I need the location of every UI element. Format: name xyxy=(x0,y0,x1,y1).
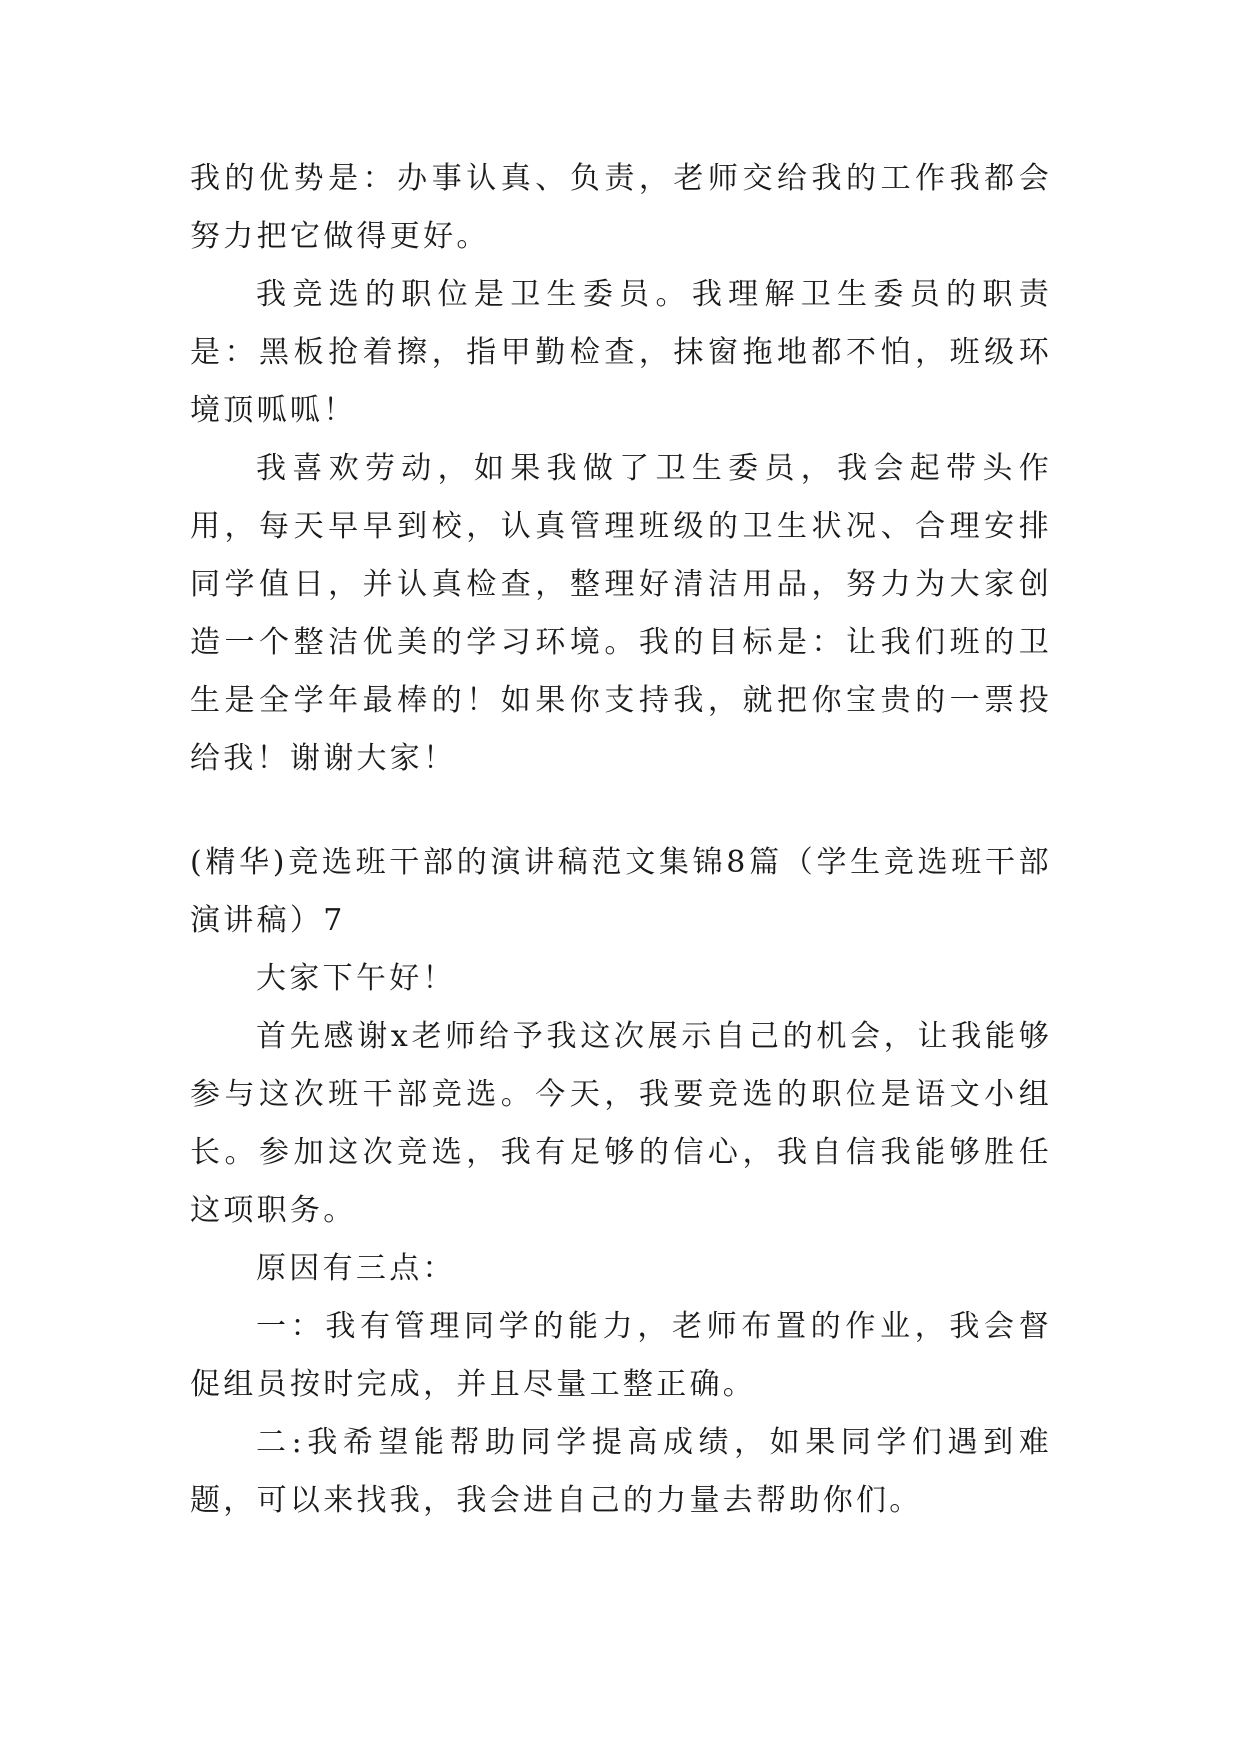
paragraph-three-reasons: 原因有三点： xyxy=(256,1251,456,1286)
paragraph-labor-goal: 我喜欢劳动，如果我做了卫生委员，我会起带头作用，每天早早到校，认真管理班级的卫生状况、合理安排同学值日，并认真检查，整理好清洁用品，努力为大家创造一个整洁优美的学习环境。我的目标是：让我们班的卫生是全学年最棒的！如果你支持我，就把你宝贵的一票投给我！谢谢大家！ xyxy=(190,451,1052,776)
paragraph-advantage: 我的优势是：办事认真、负责，老师交给我的工作我都会努力把它做得更好。 xyxy=(190,161,1052,254)
paragraph-reason-one: 一：我有管理同学的能力，老师布置的作业，我会督促组员按时完成，并且尽量工整正确。 xyxy=(190,1309,1052,1402)
paragraph-position-hygiene: 我竞选的职位是卫生委员。我理解卫生委员的职责是：黑板抢着擦，指甲勤检查，抹窗拖地都不怕，班级环境顶呱呱！ xyxy=(190,277,1052,428)
paragraph-reason-two: 二:我希望能帮助同学提高成绩，如果同学们遇到难题，可以来找我，我会进自己的力量去帮助你们。 xyxy=(190,1425,1052,1518)
section-spacer xyxy=(190,788,1052,834)
section-title: (精华)竞选班干部的演讲稿范文集锦8篇（学生竞选班干部演讲稿）7 xyxy=(190,845,1052,938)
document-page xyxy=(190,150,1052,1530)
paragraph-thanks-position: 首先感谢x老师给予我这次展示自己的机会，让我能够参与这次班干部竞选。今天，我要竞选的职位是语文小组长。参加这次竞选，我有足够的信心，我自信我能够胜任这项职务。 xyxy=(190,1019,1052,1228)
paragraph-greeting: 大家下午好！ xyxy=(256,961,456,996)
